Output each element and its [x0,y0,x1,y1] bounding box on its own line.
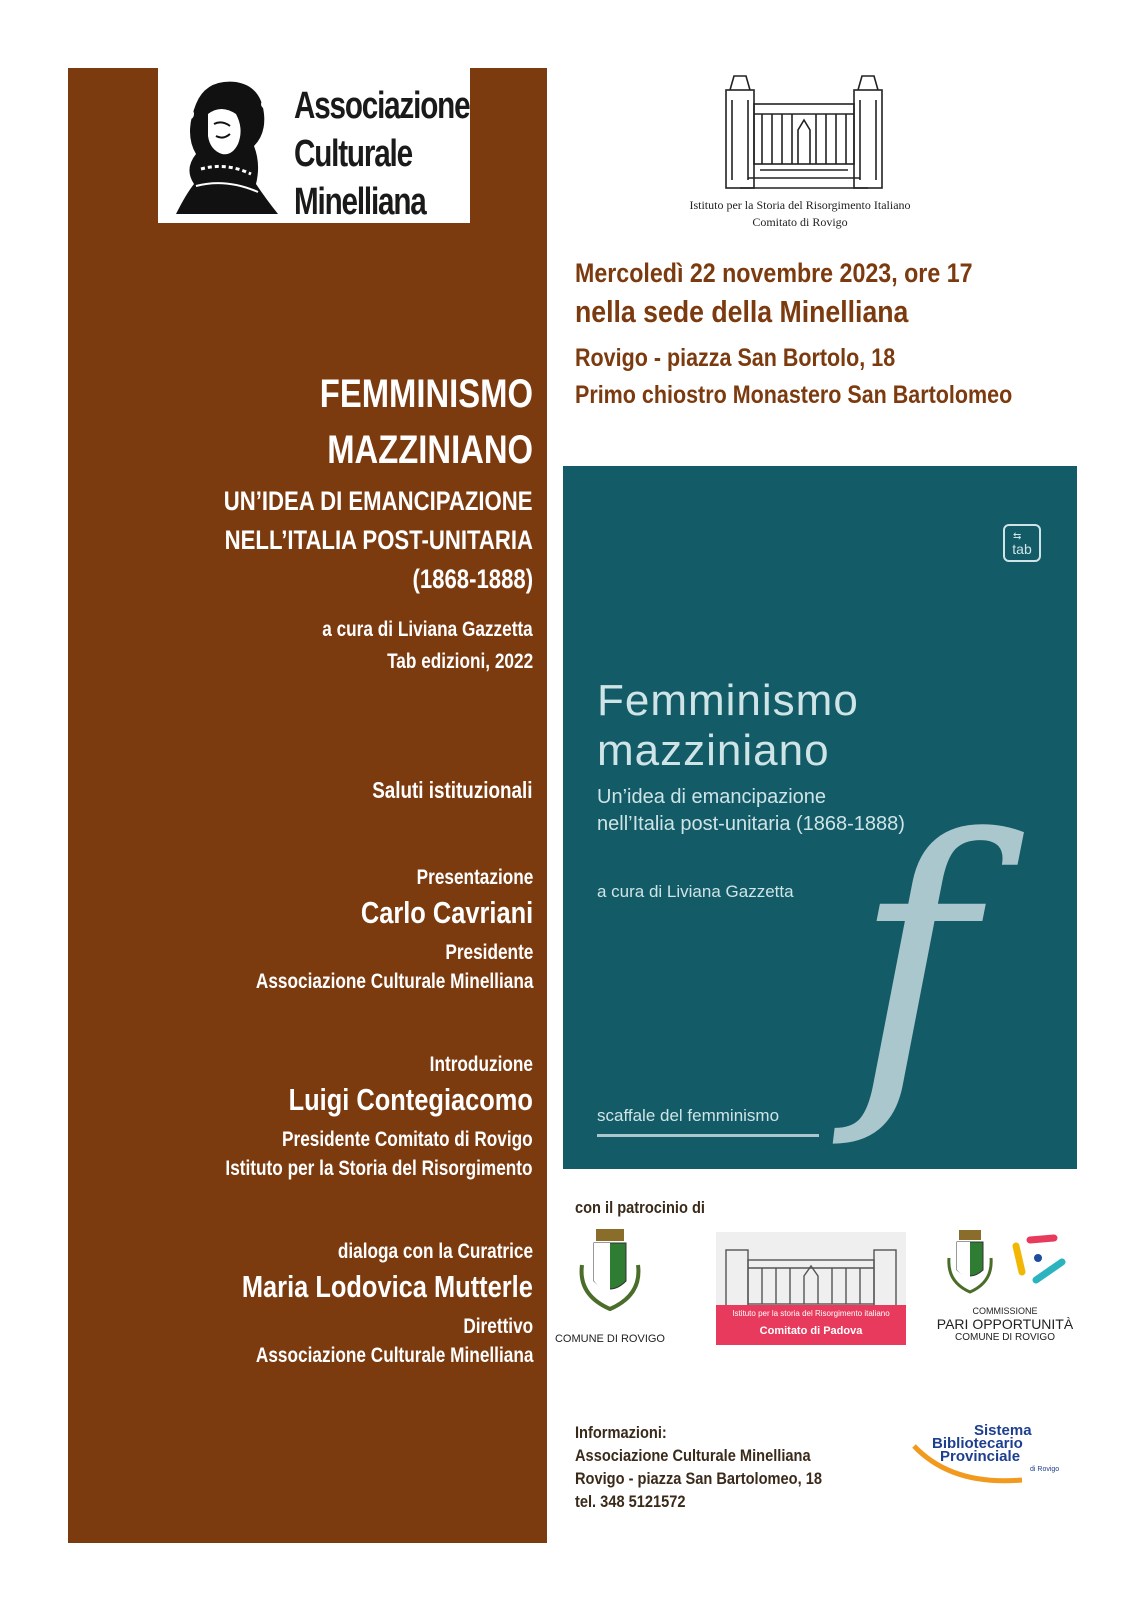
info-block [575,1421,822,1513]
padova-monument-icon [716,1232,906,1312]
presentation-label: Presentazione [416,866,533,889]
greetings: Saluti istituzionali [372,777,533,803]
intro-label: Introduzione [429,1053,533,1076]
padova-committee: Comitato di Padova [759,1325,863,1337]
intro-name: Luigi Contegiacomo [288,1082,533,1117]
institute-name: Istituto per la Storia del Risorgimento Italiano [689,198,911,212]
cover-series: scaffale del femminismo [597,1106,780,1125]
info-label: Informazioni: [575,1423,667,1442]
equal-opportunity-icon [1008,1232,1070,1290]
institute-committee: Comitato di Rovigo [752,215,848,229]
info-org: Associazione Culturale Minelliana [575,1446,811,1465]
cover-title-line: Femminismo [597,676,859,725]
intro-role: Presidente Comitato di Rovigo [282,1128,533,1151]
swap-arrows-icon: ⇆ [1013,531,1022,542]
subtitle-line: UN’IDEA DI EMANCIPAZIONE [224,486,533,516]
library-line: Bibliotecario [932,1435,1023,1452]
book-publisher: Tab edizioni, 2022 [386,650,533,673]
library-line: Sistema [974,1422,1032,1439]
book-editor: a cura di Liviana Gazzetta [322,618,533,641]
commission-caption [930,1305,1080,1344]
commission-line: PARI OPPORTUNITÀ [936,1316,1074,1332]
padova-banner [716,1305,906,1345]
association-name-line: Culturale [294,133,412,175]
commission-crest-icon [945,1228,995,1296]
cover-subtitle-line: Un’idea di emancipazione [597,786,827,808]
cover-subtitle-line: nell’Italia post-unitaria (1868-1888) [597,813,905,835]
library-line: di Rovigo [1030,1466,1060,1473]
library-line: Provinciale [940,1448,1021,1465]
institute-caption [600,197,1000,231]
subtitle-years: (1868-1888) [412,564,533,594]
cover-letter: f [853,769,976,1153]
patronage-label: con il patrocinio di [575,1198,705,1217]
cover-editor: a cura di Liviana Gazzetta [597,882,794,901]
tab-badge-label: tab [1012,541,1032,557]
title-line: MAZZINIANO [327,428,533,472]
comune-caption: COMUNE DI ROVIGO [554,1333,665,1345]
association-logo [158,68,470,223]
book-cover [563,466,1077,1169]
commission-line: COMMISSIONE [972,1306,1038,1316]
presenter-org: Associazione Culturale Minelliana [255,970,533,993]
curator-org: Associazione Culturale Minelliana [255,1344,533,1367]
title-line: FEMMINISMO [319,372,533,416]
intro-org: Istituto per la Storia del Risorgimento [225,1157,533,1180]
subtitle-line: NELL’ITALIA POST-UNITARIA [224,525,533,555]
cover-title-line: mazziniano [597,726,830,775]
portrait-engraving-icon [166,74,284,219]
commission-line: COMUNE DI ROVIGO [954,1332,1055,1343]
tab-badge [1003,524,1041,562]
presenter-role: Presidente [444,941,533,964]
association-name-line: Minelliana [294,181,426,223]
association-name-line: Associazione [294,85,470,127]
presenter-name: Carlo Cavriani [360,895,533,930]
info-phone: tel. 348 5121572 [575,1492,686,1511]
comune-crest-icon [574,1225,646,1317]
event-cloister: Primo chiostro Monastero San Bartolomeo [575,381,1013,409]
event-venue: nella sede della Minelliana [575,294,909,329]
vittoriano-monument-icon [720,70,888,198]
library-system-logo [912,1424,1072,1490]
curator-role: Direttivo [463,1315,533,1338]
event-address: Rovigo - piazza San Bortolo, 18 [575,344,896,372]
event-date: Mercoledì 22 novembre 2023, ore 17 [575,258,973,288]
padova-institute-name: Istituto per la storia del Risorgimento italiano [732,1309,890,1318]
cover-series-underline [597,1134,819,1137]
info-address: Rovigo - piazza San Bartolomeo, 18 [575,1469,822,1488]
dialogue-label: dialoga con la Curatrice [337,1240,533,1263]
curator-name: Maria Lodovica Mutterle [242,1269,533,1304]
